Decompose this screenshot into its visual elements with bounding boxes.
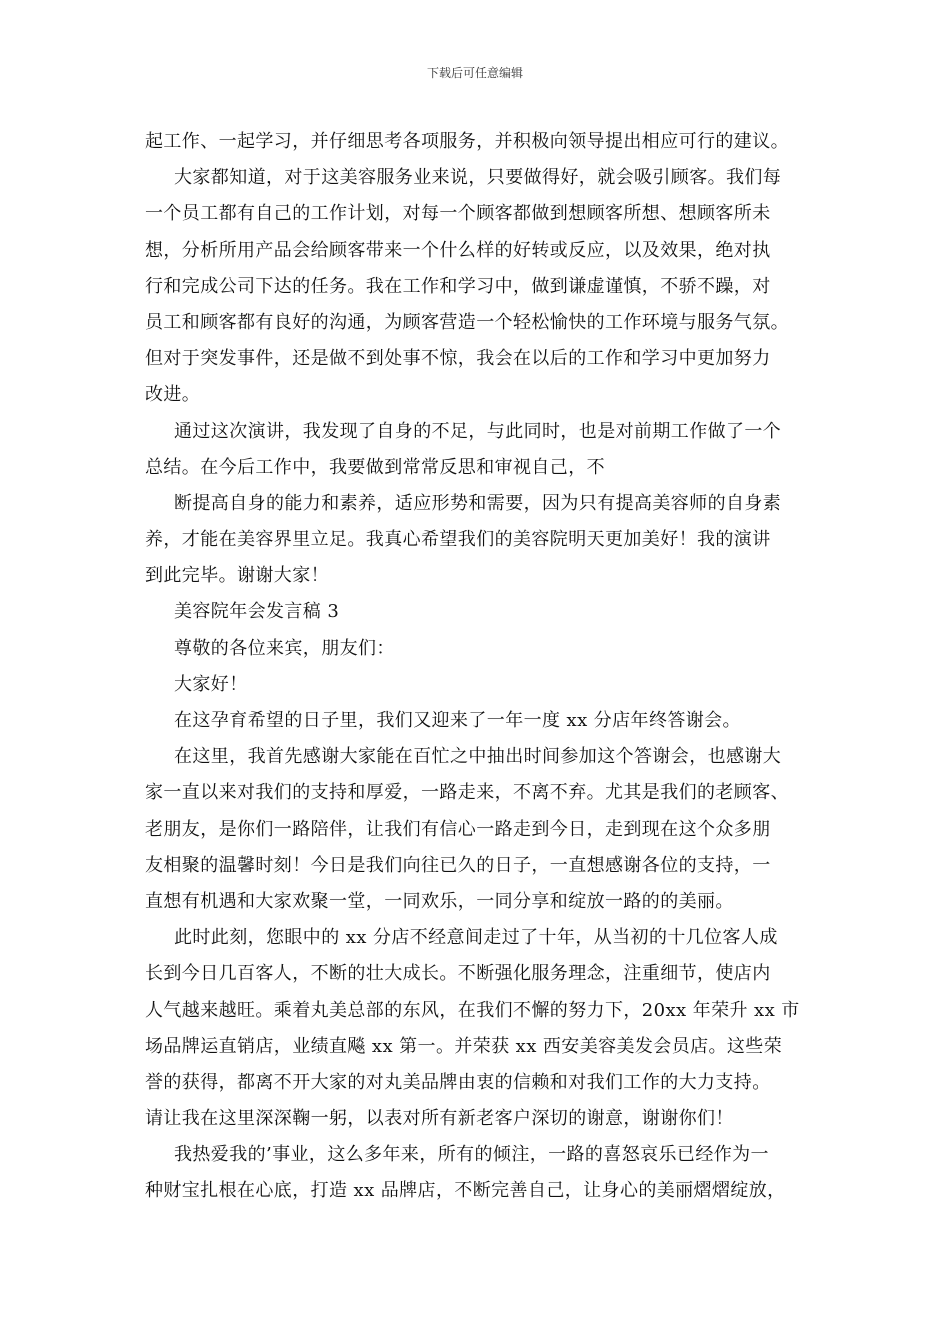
text-line: 但对于突发事件，还是做不到处事不惊，我会在以后的工作和学习中更加努力 <box>145 348 771 370</box>
text-line: 美容院年会发言稿 3 <box>174 601 340 623</box>
text-line: 友相聚的温馨时刻！今日是我们向往已久的日子，一直想感谢各位的支持，一 <box>145 854 771 876</box>
text-line: 行和完成公司下达的任务。我在工作和学习中，做到谦虚谨慎，不骄不躁，对 <box>145 275 771 297</box>
document-body <box>145 124 805 1210</box>
text-line: 场品牌运直销店，业绩直飚 xx 第一。并荣获 xx 西安美容美发会员店。这些荣 <box>145 1035 783 1057</box>
text-line: 誉的获得，都离不开大家的对丸美品牌由衷的信赖和对我们工作的大力支持。 <box>145 1071 771 1093</box>
text-line: 员工和顾客都有良好的沟通，为顾客营造一个轻松愉快的工作环境与服务气氛。 <box>145 311 789 333</box>
text-line: 起工作、一起学习，并仔细思考各项服务，并积极向领导提出相应可行的建议。 <box>145 131 789 152</box>
text-line: 此时此刻，您眼中的 xx 分店不经意间走过了十年，从当初的十几位客人成 <box>174 927 778 949</box>
text-line: 人气越来越旺。乘着丸美总部的东风，在我们不懈的努力下，20xx 年荣升 xx 市 <box>145 999 800 1021</box>
text-line: 一个员工都有自己的工作计划，对每一个顾客都做到想顾客所想、想顾客所未 <box>145 203 771 225</box>
text-line: 断提高自身的能力和素养，适应形势和需要，因为只有提高美容师的自身素 <box>174 492 782 514</box>
text-line: 养，才能在美容界里立足。我真心希望我们的美容院明天更加美好！我的演讲 <box>145 529 771 551</box>
text-line: 我热爱我的’事业，这么多年来，所有的倾注，一路的喜怒哀乐已经作为一 <box>174 1144 769 1166</box>
text-line: 大家都知道，对于这美容服务业来说，只要做得好，就会吸引顾客。我们每 <box>174 167 782 189</box>
text-line: 请让我在这里深深鞠一躬，以表对所有新老客户深切的谢意，谢谢你们！ <box>145 1108 734 1130</box>
text-line: 长到今日几百客人，不断的壮大成长。不断强化服务理念，注重细节，使店内 <box>145 963 771 985</box>
text-line: 大家好！ <box>174 673 248 695</box>
text-line: 老朋友，是你们一路陪伴，让我们有信心一路走到今日，走到现在这个众多朋 <box>145 818 771 840</box>
text-line: 想，分析所用产品会给顾客带来一个什么样的好转或反应，以及效果，绝对执 <box>145 239 771 261</box>
text-line: 总结。在今后工作中，我要做到常常反思和审视自己，不 <box>145 456 605 478</box>
text-line: 家一直以来对我们的支持和厚爱，一路走来，不离不弃。尤其是我们的老顾客、 <box>145 782 789 804</box>
text-line: 种财宝扎根在心底，打造 xx 品牌店，不断完善自己，让身心的美丽熠熠绽放， <box>145 1180 786 1202</box>
text-line: 到此完毕。谢谢大家！ <box>145 565 329 587</box>
text-line: 在这孕育希望的日子里，我们又迎来了一年一度 xx 分店年终答谢会。 <box>174 710 741 731</box>
text-line: 直想有机遇和大家欢聚一堂，一同欢乐，一同分享和绽放一路的的美丽。 <box>145 890 734 912</box>
text-line: 尊敬的各位来宾，朋友们： <box>174 637 395 659</box>
text-line: 改进。 <box>145 384 201 406</box>
text-line: 通过这次演讲，我发现了自身的不足，与此同时，也是对前期工作做了一个 <box>174 420 782 442</box>
text-line: 在这里，我首先感谢大家能在百忙之中抽出时间参加这个答谢会，也感谢大 <box>174 746 782 768</box>
page-header: 下载后可任意编辑 <box>426 66 523 80</box>
